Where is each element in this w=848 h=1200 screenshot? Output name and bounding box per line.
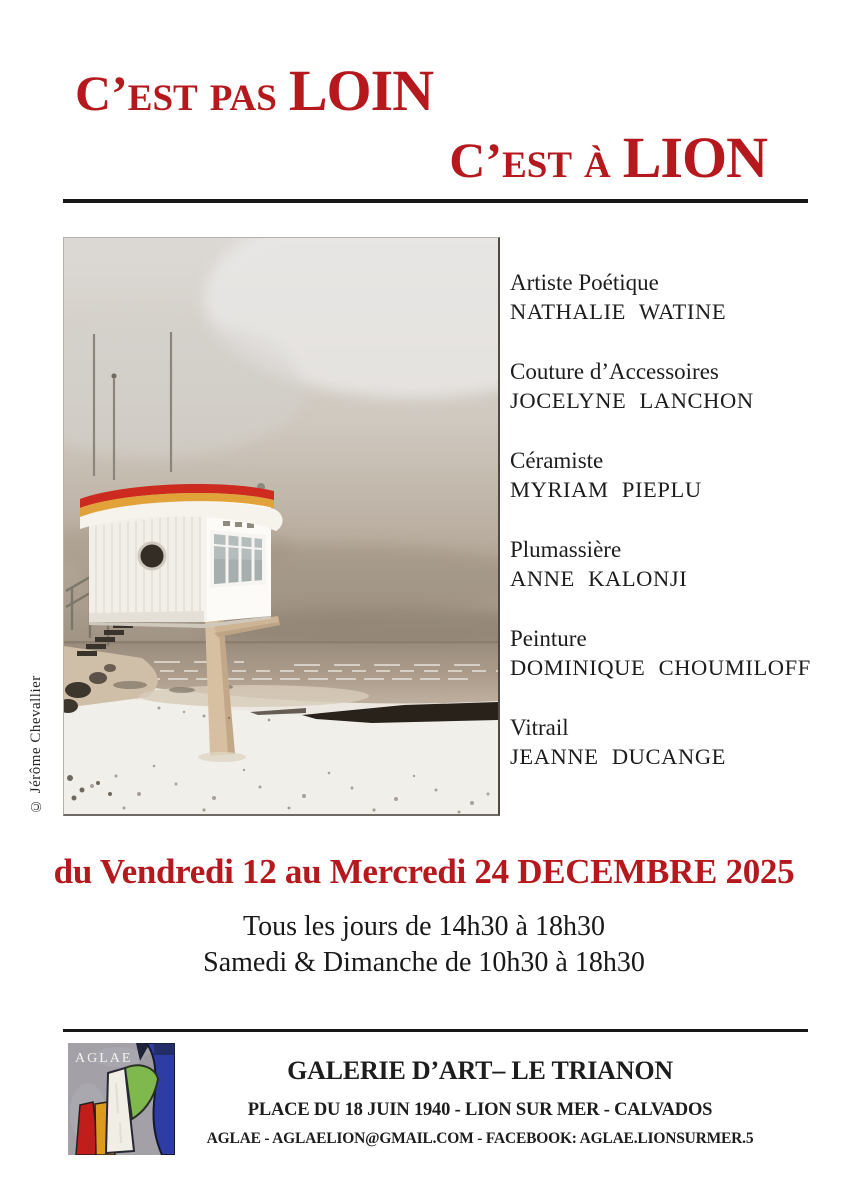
gallery-name: GALERIE D’ART– LE TRIANON xyxy=(287,1056,673,1085)
title-word: EST xyxy=(502,145,572,186)
title-word: LION xyxy=(622,125,767,190)
title-line-2 xyxy=(75,125,767,190)
aglae-logo-wordmark: AGLAE xyxy=(75,1051,133,1066)
gallery-address: PLACE DU 18 JUIN 1940 - LION SUR MER - CALVADOS xyxy=(247,1100,713,1120)
artist-entry xyxy=(510,446,811,504)
title-word: PAS xyxy=(209,78,277,119)
artists-list xyxy=(510,268,811,802)
artist-name: JEANNE DUCANGE xyxy=(510,744,727,769)
gallery-contact: AGLAE - AGLAELION@GMAIL.COM - FACEBOOK: AGLAE.LIONSURMER.5 xyxy=(206,1130,754,1147)
artist-entry xyxy=(510,535,811,593)
artist-category: Plumassière xyxy=(510,537,622,562)
title-word: LOIN xyxy=(288,58,434,123)
artist-entry xyxy=(510,357,811,415)
artist-name: NATHALIE WATINE xyxy=(510,299,727,324)
title-word: C’ xyxy=(449,132,503,188)
divider-bottom xyxy=(63,1029,808,1032)
artist-category: Vitrail xyxy=(510,715,569,740)
artist-category: Couture d’Accessoires xyxy=(510,359,719,384)
aglae-logo-image xyxy=(68,1043,175,1155)
title-word: À xyxy=(584,145,611,186)
artist-name: MYRIAM PIEPLU xyxy=(510,477,702,502)
title-word: C’ xyxy=(75,65,128,121)
title-word: EST xyxy=(127,78,198,119)
artist-category: Peinture xyxy=(510,626,587,651)
exhibition-dates: du Vendredi 12 au Mercredi 24 DECEMBRE 2025 xyxy=(53,852,795,891)
artist-name: ANNE KALONJI xyxy=(510,566,688,591)
artist-name: DOMINIQUE CHOUMILOFF xyxy=(510,655,811,680)
artist-entry xyxy=(510,268,811,326)
divider-top xyxy=(63,199,808,203)
opening-hours-weekend: Samedi & Dimanche de 10h30 à 18h30 xyxy=(203,947,645,978)
title-line-1 xyxy=(75,58,767,123)
photo-credit: © Jérôme Chevallier xyxy=(28,675,44,814)
poster-title xyxy=(75,58,767,190)
artist-entry xyxy=(510,713,811,771)
artist-category: Artiste Poétique xyxy=(510,270,659,295)
beach-photo xyxy=(63,237,500,816)
lifeguard-post-photo xyxy=(64,238,498,814)
opening-hours-weekdays: Tous les jours de 14h30 à 18h30 xyxy=(242,911,605,942)
artist-category: Céramiste xyxy=(510,448,604,473)
aglae-logo xyxy=(68,1043,175,1155)
artist-entry xyxy=(510,624,811,682)
artist-name: JOCELYNE LANCHON xyxy=(510,388,754,413)
